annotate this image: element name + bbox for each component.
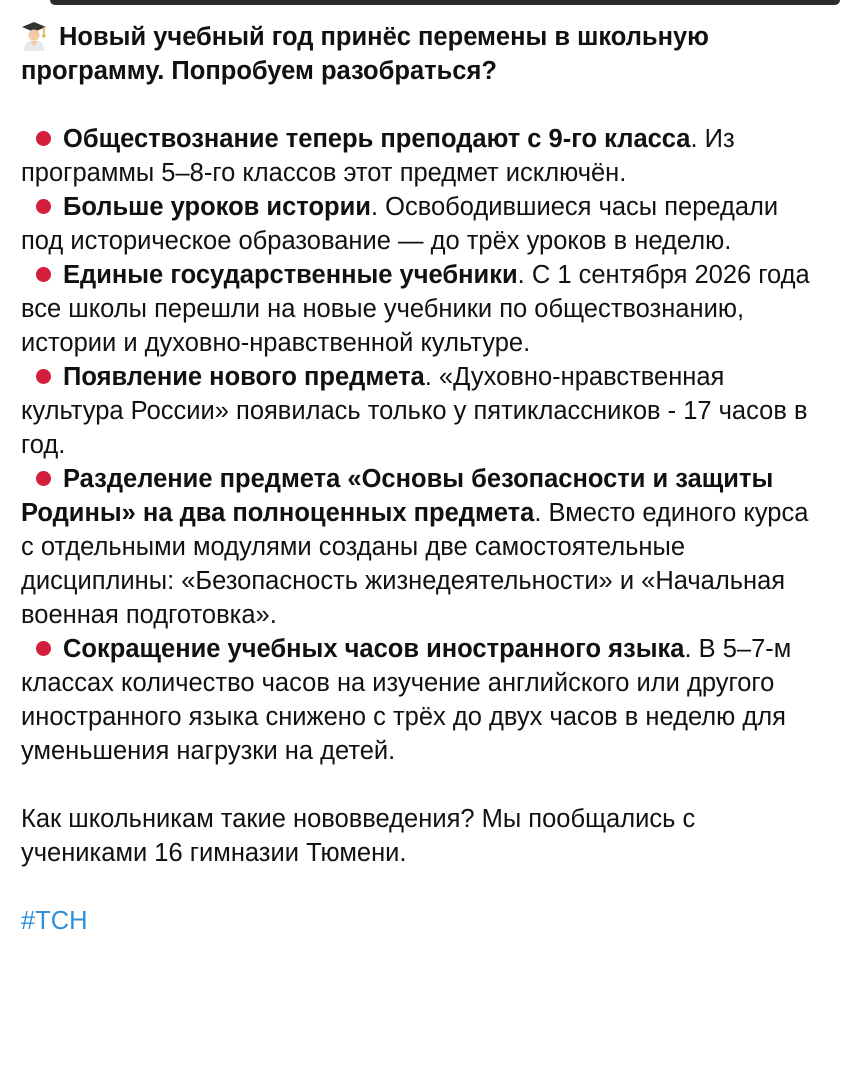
red-circle-icon [36,641,51,656]
post-message [21,20,821,938]
bullet-text: . Вместо единого курса с отдельными модулями созданы две самостоятельные дисциплины: «Безопасность жизнедеятельности» и «Начальная военная подготовка». [21,499,809,629]
bullet-item [21,462,821,632]
red-circle-icon [36,369,51,384]
red-circle-icon [36,471,51,486]
top-edge-bar [50,0,840,5]
hashtag-link[interactable]: #ТСН [21,907,88,935]
red-circle-icon [36,131,51,146]
bullet-text: . «Духовно-нравственная культура России» появилась только у пятиклассников - 17 часов в год. [21,363,808,459]
bullet-title: Больше уроков истории [63,193,371,221]
graduation-cap-emoji-icon [21,21,47,51]
bullet-item [21,122,821,190]
bullet-text: . Из программы 5–8-го классов этот предмет исключён. [21,125,735,187]
closing-text: Как школьникам такие нововведения? Мы пообщались с учениками 16 гимназии Тюмени. [21,805,696,867]
bullet-text: . В 5–7-м классах количество часов на изучение английского или другого иностранного языка снижено с трёх до двух часов в неделю для уменьшения нагрузки на детей. [21,635,792,765]
red-circle-icon [36,267,51,282]
bullet-title: Обществознание теперь преподают с 9-го класса [63,125,691,153]
red-circle-icon [36,199,51,214]
headline-text: Новый учебный год принёс перемены в школьную программу. Попробуем разобраться? [21,23,709,85]
bullet-item [21,190,821,258]
bullet-title: Разделение предмета «Основы безопасности и защиты Родины» на два полноценных предмета [21,465,774,527]
post-headline [21,20,821,88]
bullet-item [21,258,821,360]
bullet-list [21,122,821,768]
bullet-text: . С 1 сентября 2026 года все школы перешли на новые учебники по обществознанию, истории и духовно-нравственной культуре. [21,261,810,357]
bullet-text: . Освободившиеся часы передали под историческое образование — до трёх уроков в неделю. [21,193,779,255]
bullet-title: Сокращение учебных часов иностранного языка [63,635,685,663]
bullet-item [21,632,821,768]
bullet-item [21,360,821,462]
bullet-title: Единые государственные учебники [63,261,518,289]
bullet-title: Появление нового предмета [63,363,425,391]
